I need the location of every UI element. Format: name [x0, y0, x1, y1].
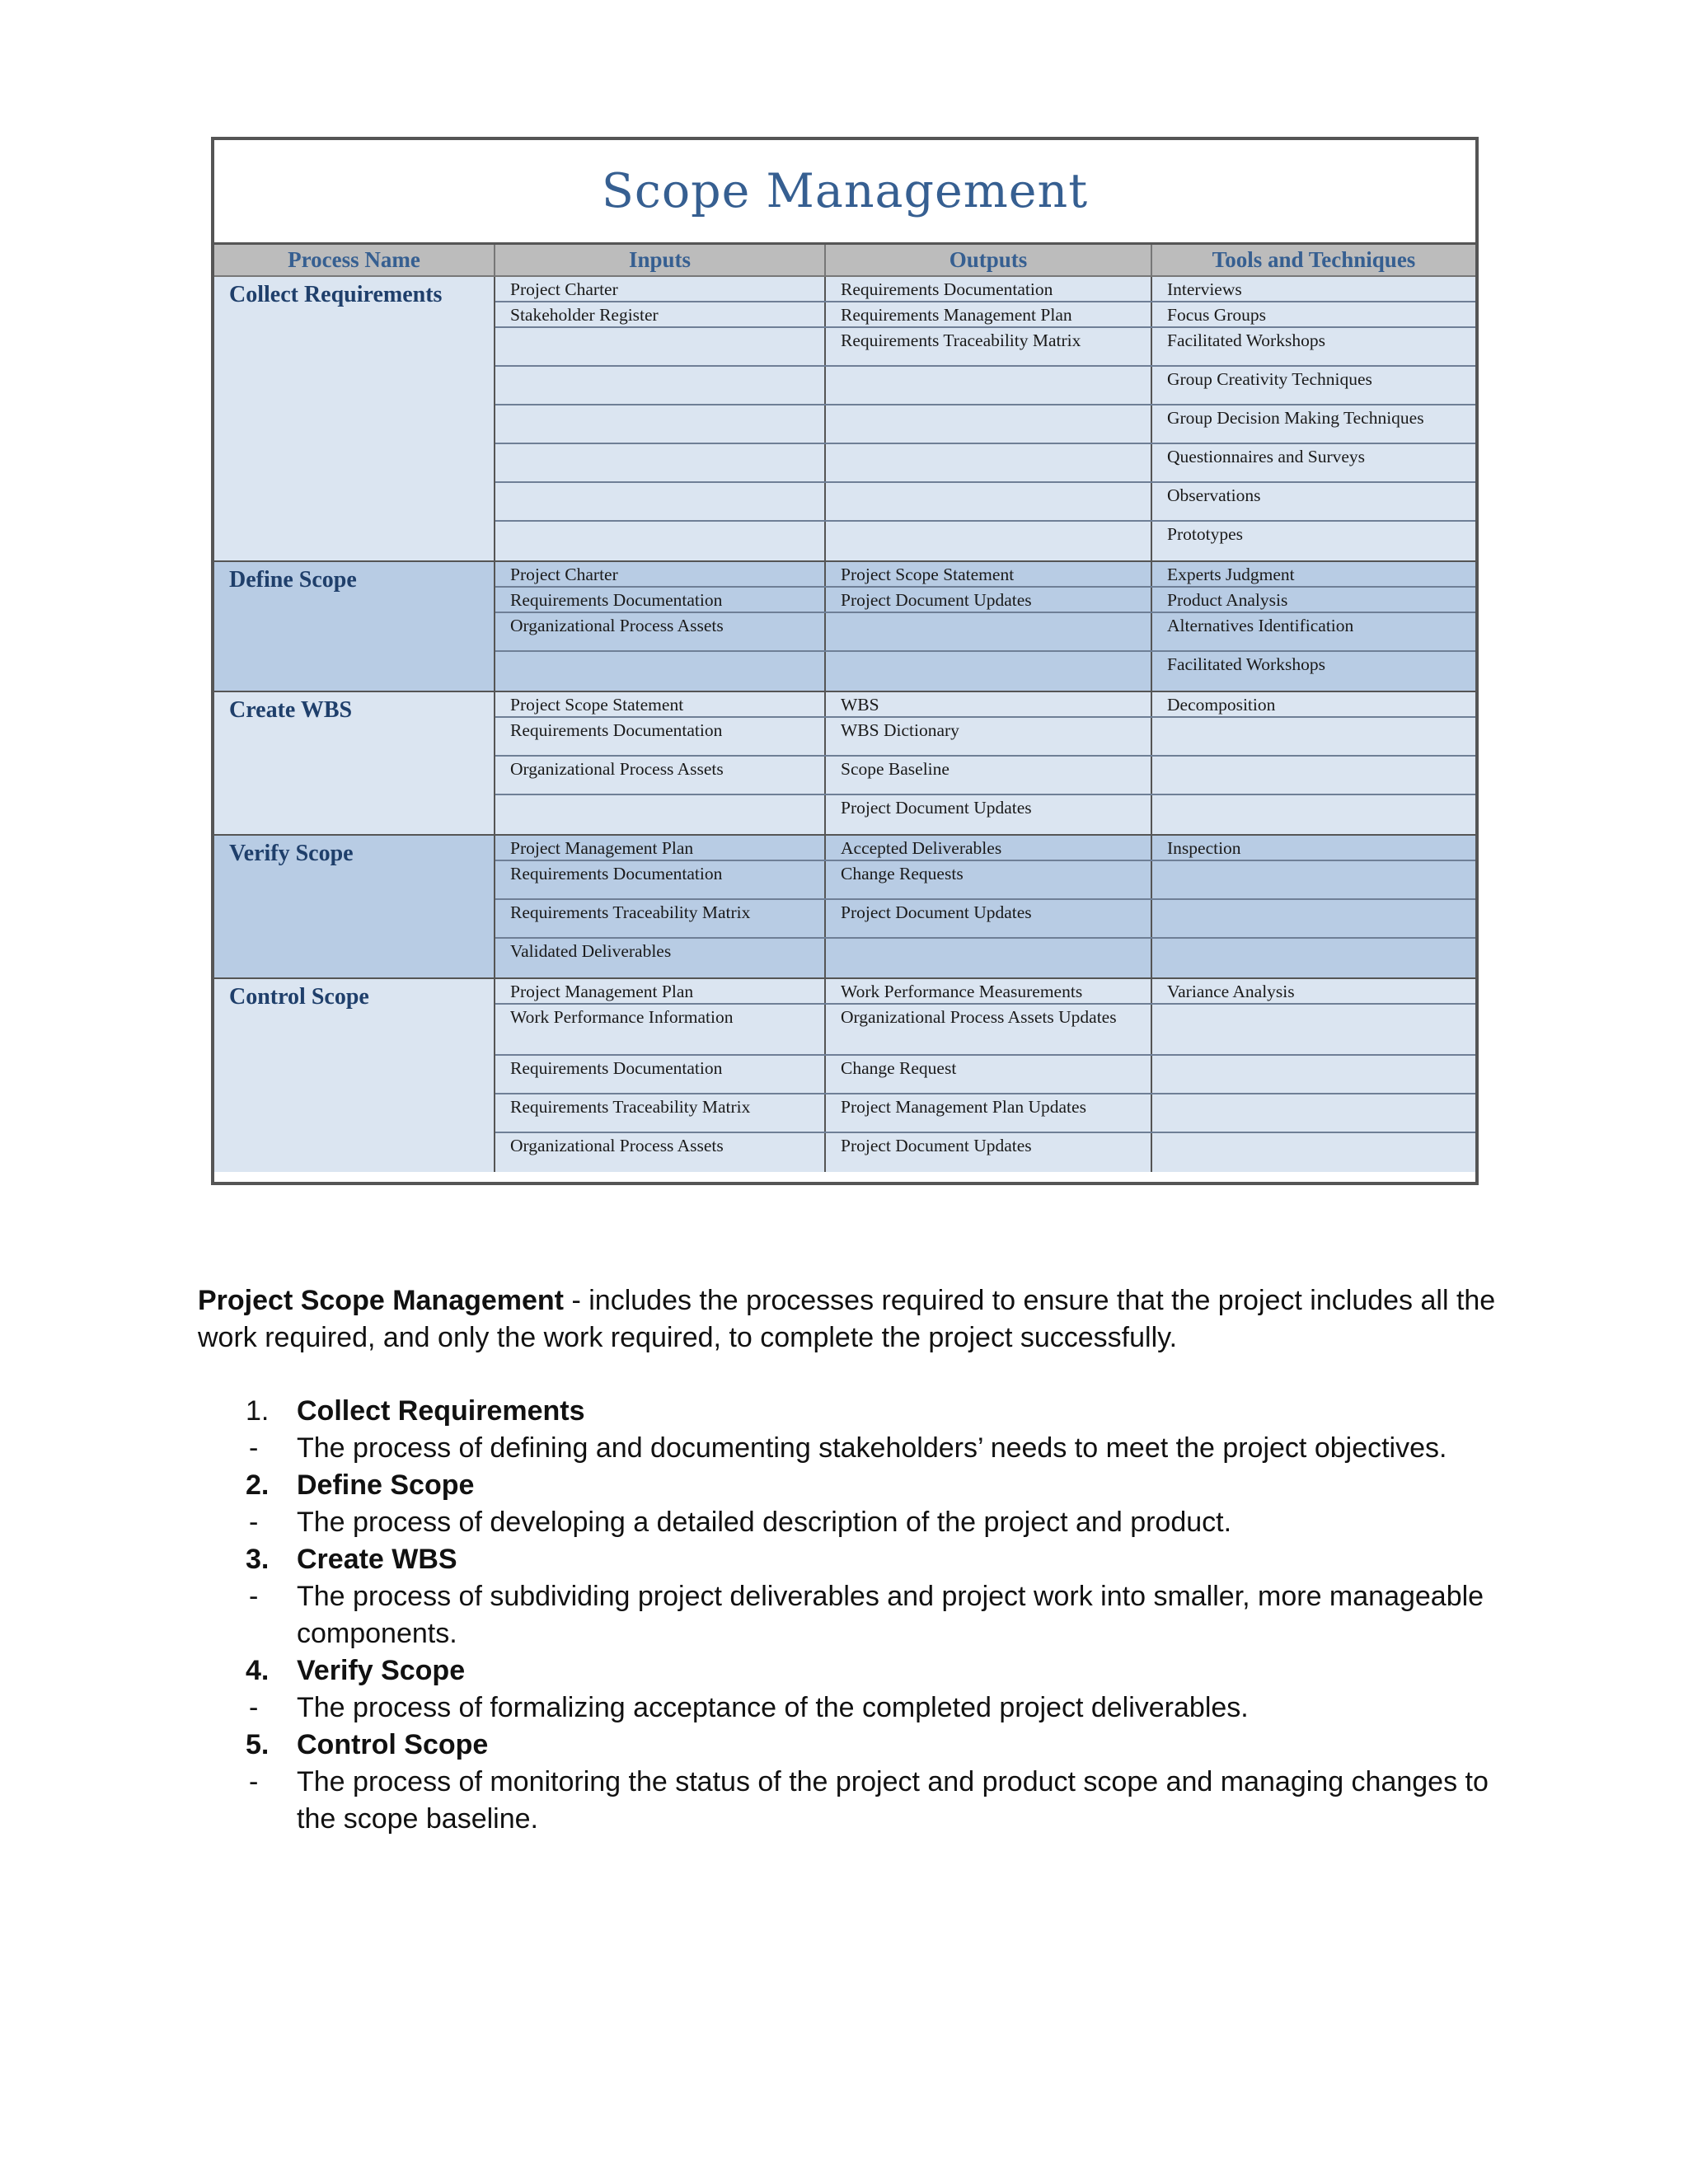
input-cell: Project Scope Statement: [495, 692, 826, 716]
scope-management-table: [211, 137, 1479, 1185]
input-cell: Stakeholder Register: [495, 302, 826, 326]
output-cell: Change Requests: [826, 861, 1152, 898]
table-row: [495, 1056, 1475, 1094]
tool-cell: [1152, 757, 1475, 794]
list-item-description: The process of defining and documenting stakeholders’ needs to meet the project objectives.: [297, 1432, 1447, 1464]
process-rows: [495, 692, 1475, 834]
table-row: [495, 588, 1475, 613]
input-cell: [495, 405, 826, 443]
table-row: [495, 1133, 1475, 1172]
process-name-cell: Verify Scope: [214, 836, 495, 977]
process-group: [214, 277, 1475, 562]
tool-cell: Questionnaires and Surveys: [1167, 447, 1366, 466]
table-row: [495, 444, 1475, 483]
output-cell: Requirements Traceability Matrix: [826, 328, 1152, 365]
tool-cell: Interviews: [1167, 279, 1242, 299]
tool-cell: Facilitated Workshops: [1167, 654, 1325, 674]
list-item-description: The process of subdividing project deliverables and project work into smaller, more manageable components.: [297, 1581, 1484, 1649]
tool-cell: Inspection: [1167, 838, 1241, 858]
table-row: [495, 652, 1475, 691]
output-cell: Project Scope Statement: [826, 562, 1152, 586]
input-cell: Validated Deliverables: [495, 939, 826, 977]
list-number: 3.: [246, 1544, 270, 1575]
table-row: [495, 692, 1475, 718]
tool-cell: Facilitated Workshops: [1167, 330, 1325, 350]
tool-cell: Experts Judgment: [1167, 565, 1295, 584]
list-item-title-line: [198, 1541, 1500, 1578]
output-cell: Change Request: [826, 1056, 1152, 1093]
input-cell: [495, 522, 826, 560]
input-cell: Requirements Documentation: [495, 1056, 826, 1093]
tool-cell: [1152, 900, 1475, 937]
output-cell: [826, 483, 1152, 520]
input-cell: Organizational Process Assets: [495, 1133, 826, 1172]
input-cell: Project Charter: [495, 562, 826, 586]
table-row: [495, 836, 1475, 861]
process-rows: [495, 277, 1475, 560]
process-group: [214, 979, 1475, 1172]
dash-marker: -: [249, 1692, 259, 1723]
output-cell: Requirements Documentation: [826, 277, 1152, 301]
intro-bold-term: Project Scope Management: [198, 1285, 565, 1316]
intro-text: - includes the processes required to ensure that the project includes all the work required, and only the work required, to complete the project successfully.: [198, 1285, 1496, 1353]
input-cell: Requirements Traceability Matrix: [495, 1094, 826, 1132]
dash-marker: -: [249, 1507, 259, 1538]
table-row: [495, 979, 1475, 1005]
process-name-cell: Create WBS: [214, 692, 495, 834]
list-item-description: The process of formalizing acceptance of the completed project deliverables.: [297, 1692, 1249, 1723]
process-name-cell: Collect Requirements: [214, 277, 495, 560]
tool-cell: Product Analysis: [1167, 590, 1288, 610]
list-number: 5.: [246, 1729, 270, 1760]
input-cell: Requirements Traceability Matrix: [495, 900, 826, 937]
process-rows: [495, 979, 1475, 1172]
input-cell: Organizational Process Assets: [495, 613, 826, 650]
header-outputs: Outputs: [826, 245, 1152, 275]
table-row: [495, 302, 1475, 328]
table-row: [495, 900, 1475, 939]
table-body: [214, 277, 1475, 1172]
table-row: [495, 1005, 1475, 1056]
header-process-name: Process Name: [214, 245, 495, 275]
output-cell: Project Document Updates: [826, 795, 1152, 834]
table-row: [495, 562, 1475, 588]
tool-cell: [1152, 939, 1475, 977]
input-cell: Requirements Documentation: [495, 588, 826, 612]
list-item-title-line: [198, 1727, 1500, 1764]
tool-cell: Group Creativity Techniques: [1167, 369, 1372, 389]
process-rows: [495, 836, 1475, 977]
output-cell: Organizational Process Assets Updates: [826, 1005, 1152, 1054]
input-cell: Requirements Documentation: [495, 718, 826, 755]
output-cell: Project Document Updates: [826, 588, 1152, 612]
tool-cell: Variance Analysis: [1167, 982, 1295, 1001]
list-number: 2.: [246, 1469, 270, 1501]
output-cell: [826, 405, 1152, 443]
process-group: [214, 692, 1475, 836]
input-cell: [495, 367, 826, 404]
table-row: [495, 367, 1475, 405]
tool-cell: Alternatives Identification: [1167, 616, 1354, 635]
table-row: [495, 277, 1475, 302]
table-row: [495, 522, 1475, 560]
table-row: [495, 613, 1475, 652]
list-item-title: Verify Scope: [297, 1655, 466, 1686]
table-row: [495, 861, 1475, 900]
list-item-title-line: [198, 1652, 1500, 1690]
list-item-title-line: [198, 1393, 1500, 1430]
output-cell: [826, 652, 1152, 691]
list-number: 1.: [246, 1395, 270, 1427]
input-cell: [495, 444, 826, 481]
dash-marker: -: [249, 1581, 259, 1612]
list-item-description-line: [198, 1504, 1500, 1541]
list-item-title-line: [198, 1467, 1500, 1504]
input-cell: [495, 652, 826, 691]
table-row: [495, 1094, 1475, 1133]
list-item-title: Control Scope: [297, 1729, 489, 1760]
output-cell: Accepted Deliverables: [826, 836, 1152, 860]
output-cell: [826, 522, 1152, 560]
table-row: [495, 718, 1475, 757]
table-row: [495, 939, 1475, 977]
output-cell: [826, 939, 1152, 977]
table-row: [495, 795, 1475, 834]
table-row: [495, 405, 1475, 444]
tool-cell: Group Decision Making Techniques: [1167, 408, 1424, 428]
output-cell: Work Performance Measurements: [826, 979, 1152, 1003]
process-group: [214, 836, 1475, 979]
tool-cell: [1152, 718, 1475, 755]
intro-paragraph: [198, 1282, 1500, 1357]
list-item-description-line: [198, 1764, 1500, 1838]
tool-cell: Focus Groups: [1167, 305, 1267, 325]
output-cell: [826, 367, 1152, 404]
list-item-description: The process of developing a detailed description of the project and product.: [297, 1507, 1232, 1538]
tool-cell: [1152, 861, 1475, 898]
output-cell: Project Document Updates: [826, 1133, 1152, 1172]
tool-cell: [1152, 1133, 1475, 1172]
input-cell: Work Performance Information: [495, 1005, 826, 1054]
input-cell: [495, 328, 826, 365]
output-cell: Project Document Updates: [826, 900, 1152, 937]
description-section: [198, 1282, 1500, 1838]
input-cell: [495, 483, 826, 520]
output-cell: [826, 444, 1152, 481]
tool-cell: Observations: [1167, 485, 1261, 505]
process-name-cell: Control Scope: [214, 979, 495, 1172]
header-tools-techniques: Tools and Techniques: [1212, 247, 1416, 272]
tool-cell: [1152, 1094, 1475, 1132]
output-cell: Requirements Management Plan: [826, 302, 1152, 326]
list-item-description: The process of monitoring the status of the project and product scope and managing changes to the scope baseline.: [297, 1766, 1489, 1835]
list-item-title: Create WBS: [297, 1544, 457, 1575]
table-header-row: [214, 245, 1475, 277]
process-list: [198, 1393, 1500, 1838]
tool-cell: [1152, 1056, 1475, 1093]
process-group: [214, 562, 1475, 692]
input-cell: Project Management Plan: [495, 979, 826, 1003]
input-cell: Project Charter: [495, 277, 826, 301]
list-item-title: Collect Requirements: [297, 1395, 585, 1427]
input-cell: [495, 795, 826, 834]
header-inputs: Inputs: [495, 245, 826, 275]
tool-cell: Decomposition: [1167, 695, 1276, 715]
list-item-description-line: [198, 1430, 1500, 1467]
output-cell: WBS Dictionary: [826, 718, 1152, 755]
list-number: 4.: [246, 1655, 270, 1686]
tool-cell: Prototypes: [1167, 524, 1243, 544]
output-cell: [826, 613, 1152, 650]
dash-marker: -: [249, 1766, 259, 1797]
input-cell: Organizational Process Assets: [495, 757, 826, 794]
process-rows: [495, 562, 1475, 691]
list-item-description-line: [198, 1690, 1500, 1727]
table-row: [495, 483, 1475, 522]
output-cell: Project Management Plan Updates: [826, 1094, 1152, 1132]
list-item-title: Define Scope: [297, 1469, 475, 1501]
table-row: [495, 328, 1475, 367]
table-row: [495, 757, 1475, 795]
input-cell: Requirements Documentation: [495, 861, 826, 898]
tool-cell: [1152, 1005, 1475, 1054]
process-name-cell: Define Scope: [214, 562, 495, 691]
tool-cell: [1152, 795, 1475, 834]
list-item-description-line: [198, 1578, 1500, 1652]
table-title: Scope Management: [214, 140, 1475, 245]
input-cell: Project Management Plan: [495, 836, 826, 860]
output-cell: WBS: [826, 692, 1152, 716]
dash-marker: -: [249, 1432, 259, 1464]
output-cell: Scope Baseline: [826, 757, 1152, 794]
